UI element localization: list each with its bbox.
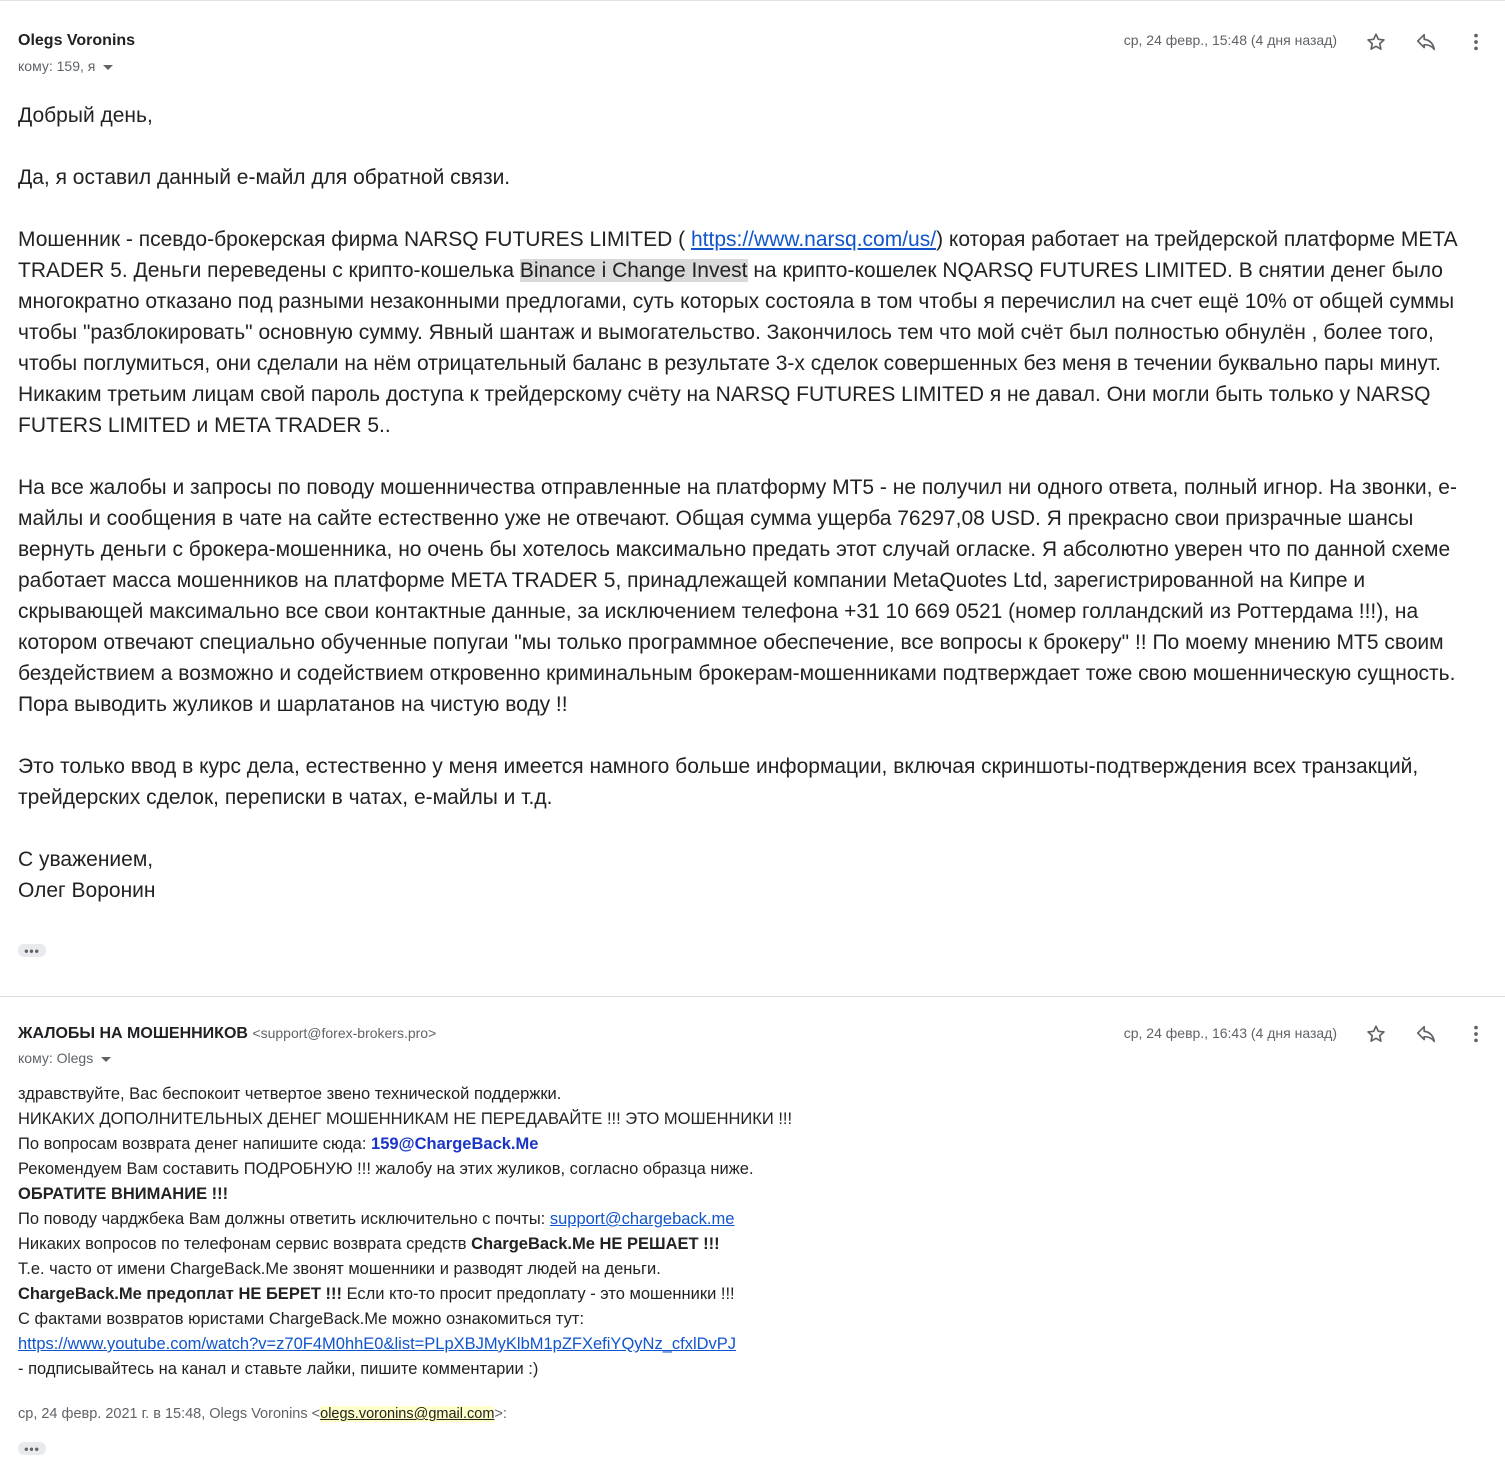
message-date: ср, 24 февр., 16:43 (4 дня назад) [1123,1025,1337,1041]
body-paragraph [18,224,1478,441]
greeting: Добрый день, [18,104,153,127]
body-paragraph: На все жалобы и запросы по поводу мошенничества отправленные на платформу МТ5 - не получил ни одного ответа, полный игнор. На звонки, е-майлы и сообщения в чате на сайте естественно уже не отвечают. Общая сумма ущерба 76297,08 USD. Я прекрасно свои призрачные шансы вернуть деньги с брокера-мошенника, но очень бы хотелось максимально предать этот случай огласке. Я абсолютно уверен что по данной схеме работает масса мошенников на платформе META TRADER 5, принадлежащей компании MetaQuotes Ltd, зарегистрированной на Кипре и скрывающей максимально все свои контактные данные, за исключением телефона +31 10 669 0521 (номер голландский из Роттердама !!!), на котором отвечают специально обученные попугаи "мы только программное обеспечение, все вопросы к брокеру" !! По моему мнению МТ5 своим бездействием а возможно и содействием откровенно криминальным брокерам-мошенниками подтверждает тоже свою мошенническую сущность. Пора выводить жуликов и шарлатанов на чистую воду !! [18,476,1457,716]
text-span: на крипто-кошелек NQARSQ FUTURES LIMITED. В снятии денег было многократно отказано под разными незаконными предлогами, суть которых состояла в том чтобы я перечислил на счет ещё 10% от общей суммы чтобы "разблокировать" основную сумму. Явный шантаж и вымогательство. Закончилось тем что мой счёт был полностью обнулён , более того, чтобы поглумиться, они сделали на нём отрицательный баланс в результате 3-х сделок совершенных без меня в течении буквально пары минут. Никаким третьим лицам свой пароль доступа к трейдерскому счёту на NARSQ FUTURES LIMITED я не давал. Они могли быть только у NARSQ FUTERS LIMITED и META TRADER 5.. [18,259,1455,437]
message-date: ср, 24 февр., 15:48 (4 дня назад) [1123,32,1337,48]
closing: С уважением, [18,848,154,871]
sender-email: <support@forex-brokers.pro> [252,1025,437,1041]
highlighted-text: Binance i Change Invest [519,259,748,282]
message-body [18,1082,1478,1382]
body-paragraph: Да, я оставил данный е-майл для обратной связи. [18,166,511,189]
quoted-email-link[interactable]: olegs.voronins@gmail.com [320,1406,495,1422]
recipients-dropdown[interactable] [18,1050,111,1066]
text-span: По вопросам возврата денег напишите сюда: [18,1135,372,1153]
email-message [0,996,1505,1473]
body-line: Т.е. часто от имени ChargeBack.Me звонят мошенники и разводят людей на деньги. [18,1260,661,1278]
body-line: НИКАКИХ ДОПОЛНИТЕЛЬНЫХ ДЕНЕГ МОШЕННИКАМ НЕ ПЕРЕДАВАЙТЕ !!! ЭТО МОШЕННИКИ !!! [18,1110,793,1128]
text-span: Если кто-то просит предоплату - это мошенники !!! [341,1285,735,1303]
chevron-down-icon [103,65,113,70]
more-options-button[interactable] [1462,28,1490,56]
reply-icon [1415,31,1437,53]
recipients-label: кому: Olegs [18,1050,94,1066]
body-line [18,1207,1478,1232]
chargeback-email[interactable]: 159@ChargeBack.Me [371,1135,539,1153]
signature: Олег Воронин [18,879,156,902]
message-body [18,100,1478,937]
reply-button[interactable] [1412,28,1440,56]
text-span: ) которая работает на трейдерской платформе META TRADER 5. Деньги переведены с крипто-кошелька [18,228,1457,282]
ellipsis-icon: ••• [24,1441,40,1456]
body-line: С фактами возвратов юристами ChargeBack.Me можно ознакомиться тут: [18,1310,585,1328]
show-trimmed-button[interactable] [18,1442,46,1455]
sender-name: ЖАЛОБЫ НА МОШЕННИКОВ [18,1025,248,1042]
youtube-link[interactable]: https://www.youtube.com/watch?v=z70F4M0hhE0&list=PLpXBJMyKlbM1pZFXefiYQyNz_cfxlDvPJ [18,1335,737,1353]
sender-name[interactable]: Olegs Voronins [18,32,136,49]
reply-button[interactable] [1412,1020,1440,1048]
star-button[interactable] [1362,28,1390,56]
support-email-link[interactable]: support@chargeback.me [549,1210,735,1228]
text-span: Никаких вопросов по телефонам сервис возврата средств [18,1235,472,1253]
chevron-down-icon [101,1057,111,1062]
text-span: По поводу чарджбека Вам должны ответить исключительно с почты: [18,1210,550,1228]
narsq-link[interactable]: https://www.narsq.com/us/ [690,228,937,251]
show-trimmed-button[interactable] [18,944,46,957]
more-vert-icon [1465,31,1487,53]
star-button[interactable] [1362,1020,1390,1048]
text-span: >: [494,1406,507,1422]
ellipsis-icon: ••• [24,943,40,958]
reply-icon [1415,1023,1437,1045]
quote-header [18,1406,507,1422]
body-line [18,1132,1478,1157]
body-line: Рекомендуем Вам составить ПОДРОБНУЮ !!! жалобу на этих жуликов, согласно образца ниже. [18,1160,754,1178]
body-line: ОБРАТИТЕ ВНИМАНИЕ !!! [18,1185,229,1203]
recipients-label: кому: 159, я [18,58,96,74]
more-options-button[interactable] [1462,1020,1490,1048]
body-line [18,1282,1478,1307]
text-span: ChargeBack.Me НЕ РЕШАЕТ !!! [471,1235,720,1253]
body-line [18,1232,1478,1257]
star-icon [1365,31,1387,53]
text-span: ср, 24 февр. 2021 г. в 15:48, Olegs Voronins < [18,1406,321,1422]
star-icon [1365,1023,1387,1045]
body-line: здравствуйте, Вас беспокоит четвертое звено технической поддержки. [18,1085,562,1103]
body-line [18,1332,1478,1357]
sender-header[interactable] [18,1025,436,1043]
text-span: Мошенник - псевдо-брокерская фирма NARSQ FUTURES LIMITED ( [18,228,691,251]
body-line: - подписывайтесь на канал и ставьте лайки, пишите комментарии :) [18,1360,539,1378]
recipients-dropdown[interactable] [18,58,113,74]
body-paragraph: Это только ввод в курс дела, естественно у меня имеется намного больше информации, включая скриншоты-подтверждения всех транзакций, трейдерских сделок, переписки в чатах, е-майлы и т.д. [18,755,1419,809]
text-span: ChargeBack.Me предоплат НЕ БЕРЕТ !!! [18,1285,342,1303]
more-vert-icon [1465,1023,1487,1045]
